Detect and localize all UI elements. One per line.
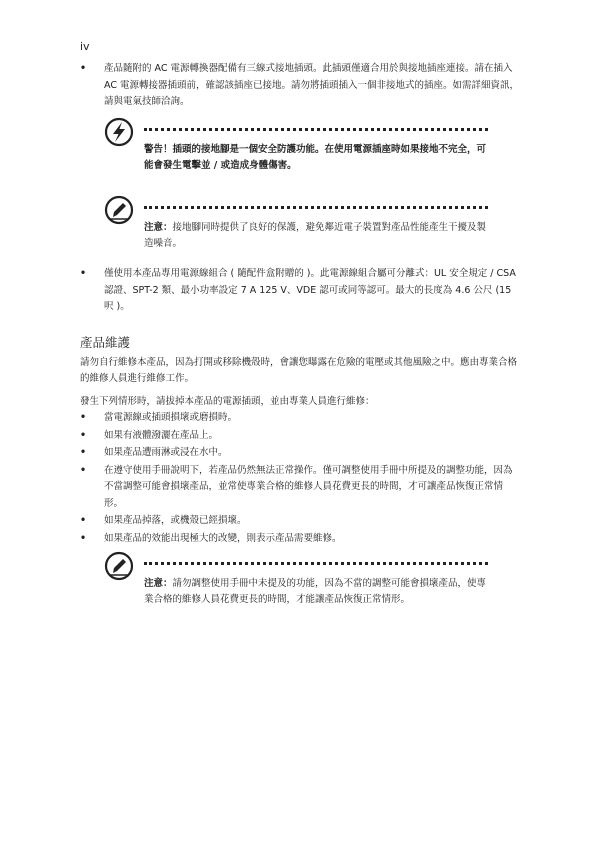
bullet-list-middle <box>80 266 520 317</box>
bullet-icon: • <box>80 515 87 526</box>
dotted-divider <box>144 562 488 565</box>
list-item: • 如果產品遭雨淋或浸在水中。 <box>80 445 520 462</box>
dotted-divider <box>144 128 488 131</box>
list-item: • 如果產品的效能出現極大的改變，則表示產品需要維修。 <box>80 531 520 548</box>
note-text: 注意：接地腳同時提供了良好的保護，避免鄰近電子裝置對產品性能產生干擾及製造噪音。 <box>144 222 487 249</box>
bullet-icon: • <box>80 412 87 423</box>
intro-paragraph: 請勿自行維修本產品，因為打開或移除機殼時，會讓您曝露在危險的電壓或其他風險之中。應由專業合格的維修人員進行維修工作。 <box>80 357 518 384</box>
warning-box <box>104 117 488 177</box>
note-pen-icon <box>104 551 134 581</box>
bullet-icon: • <box>80 532 87 544</box>
bullet-icon: • <box>80 464 87 476</box>
note-label: 注意： <box>144 222 173 233</box>
lightning-warning-icon <box>104 117 134 147</box>
section-title: 產品維護 <box>80 335 131 350</box>
note-label: 注意： <box>144 578 173 589</box>
list-item: • 僅使用本產品專用電源線組合 ( 隨配件盒附贈的 )。此電源線組合屬可分離式：UL 安全規定 / CSA 認證、SPT-2 類、最小功率設定 7 A 125 V、VDE 認可或同等認可。最大的長度為 4.6 公尺 (15 呎 )。 <box>80 268 516 312</box>
warning-text: 警告！插頭的接地腳是一個安全防護功能。在使用電源插座時如果接地不完全，可能會發生電擊並 / 或造成身體傷害。 <box>144 144 487 171</box>
list-item: • 產品隨附的 AC 電源轉換器配備有三線式接地插頭。此插頭僅適合用於與接地插座連接。請在插入 AC 電源轉接器插頭前，確認該插座已接地。請勿將插頭插入一個非接地式的插座。如需詳細資訊，請與電氣技師洽詢。 <box>80 63 519 107</box>
bullet-icon: • <box>80 429 87 441</box>
dotted-divider <box>144 206 488 209</box>
list-item: • 當電源線或插頭損壞或磨損時。 <box>80 410 520 427</box>
bullet-icon: • <box>80 268 87 279</box>
list-item: • 如果產品掉落，或機殼已經損壞。 <box>80 513 520 530</box>
note-pen-icon <box>104 195 134 225</box>
bullet-list-bottom <box>80 410 520 548</box>
page-number: iv <box>80 40 90 53</box>
list-item: • 在遵守使用手冊說明下，若產品仍然無法正常操作。僅可調整使用手冊中所提及的調整功能，因為不當調整可能會損壞產品，並常使專業合格的維修人員花費更長的時間，才可讓產品恢復正常情形。 <box>80 464 513 509</box>
condition-lead: 發生下列情形時，請拔掉本產品的電源插頭，並由專業人員進行維修： <box>80 396 375 407</box>
bullet-list-top <box>80 61 520 112</box>
note-box <box>104 195 488 255</box>
bullet-icon: • <box>80 63 87 74</box>
note-text: 注意：請勿調整使用手冊中未提及的功能，因為不當的調整可能會損壞產品，使專業合格的維修人員花費更長的時間，才能讓產品恢復正常情形。 <box>144 578 487 605</box>
note-box <box>104 551 488 631</box>
bullet-icon: • <box>80 447 87 458</box>
list-item: • 如果有液體潑灑在產品上。 <box>80 428 520 445</box>
